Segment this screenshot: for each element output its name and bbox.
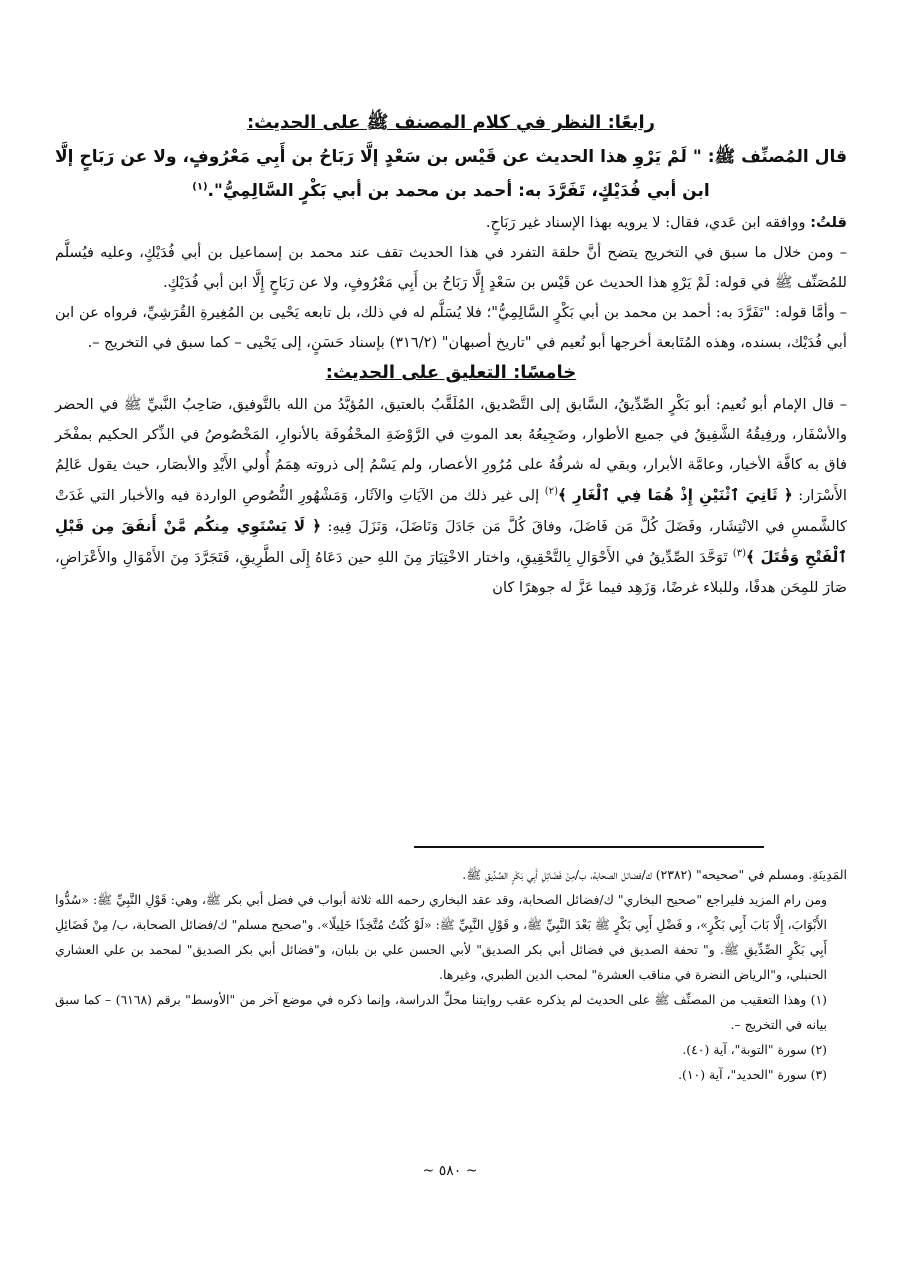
section-heading-4: رابعًا: النظر في كلام المصنف ﷺ على الحديث: bbox=[246, 112, 656, 133]
footnotes bbox=[55, 862, 847, 1087]
quran-verse-1: ﴿ ثَانِيَ ٱثْنَيْنِ إِذْ هُمَا فِي ٱلْغَارِ ﴾ bbox=[557, 486, 793, 504]
quran-verse-2: ﴿ لَا يَسْتَوِي مِنكُم مَّنْ أَنفَقَ مِن قَبْلِ ٱلْفَتْحِ وَقَٰتَلَ ﴾ bbox=[55, 517, 847, 566]
footnote-2: (٢) سورة "التوبة"، آية (٤٠). bbox=[682, 1042, 827, 1057]
paragraph-4-part-1: – قال الإمام أبو نُعيم: أبو بَكْرٍ الصِّدِّيقُ، السَّابق إلى التَّصْديق، المُلَقَّبُ بالعتيق، المُؤيَّدُ من الله بالتَّوفيق، صَاحِبُ النَّبيِّ ﷺ في الحضر والأسْفَار، ورفِيقُهُ الشَّفِيقُ في جميع الأطوار، وضَجِيعُهُ بعد الموتِ في الرَّوْضَةِ المحْفُوفَة بالأنوارِ، المَخْصُوصُ في الذِّكر الحكيم بمفْخَر فاق به كافَّة الأخيار، وعامَّة الأبرار، وبقي له شرفُهُ على مُرُورِ الأعصار، ولم يَسْمُ إلى ذروته هِمَمُ أُولي الأَيْدِ والأبصَار، حيث يقول عَالِمُ الأَسْرَار: bbox=[55, 396, 847, 504]
paragraph-4-part-3: تَوَحَّدَ الصِّدِّيقُ في الأَحْوَالِ بِالتَّحْقِيقِ، واختار الاخْتِيَارَ مِنَ اللهِ حين دَعَاهُ إِلَى الطَّرِيقِ، فَتَجَرَّدَ مِنَ الأَمْوَالِ والأَعْرَاضِ، صَارَ للمِحَن هدفًا، وللبلاء غرضًا، وَزَهِد فيما عَزَّ له جوهرًا كان bbox=[55, 549, 847, 596]
paragraph-4-part-2: إلى غير ذلك من الآيَاتِ والآثَار، وَمَشْهُورِ النُّصُوصِ الواردة فيه والأخبار التي غَدَتْ كالشَّمسِ في الانْتِشَار، وفَضَلَ كُلَّ مَن فَاضَلَ، وفاقَ كُلَّ مَن جَادَلَ وَنَاضَلَ، وَنَزَلَ فِيهِ: bbox=[55, 487, 847, 535]
page-body bbox=[55, 108, 847, 603]
section-heading-5: خامسًا: التعليق على الحديث: bbox=[325, 362, 577, 383]
paragraph-1 bbox=[55, 208, 847, 238]
footnote-further-reading: ومن رام المزيد فليراجع "صحيح البخاري" ك/فضائل الصحابة، وقد عقد البخاري رحمه الله ثلاثة أبواب في فضل أبي بكر ﷺ، وهي: قَوْلِ النَّبِيِّ ﷺ: «سُدُّوا الأَبْوَابَ، إِلَّا بَابَ أَبِي بَكْرٍ»، و فَضْلِ أَبِي بَكْرٍ ﷺ بَعْدَ النَّبِيِّ ﷺ، و قَوْلِ النَّبِيِّ ﷺ: «لَوْ كُنْتُ مُتَّخِذًا خَلِيلًا». و"صحيح مسلم" ك/فضائل الصحابة، ب/ مِنْ فَضَائِلِ أَبِي بَكْرٍ الصِّدِّيقِ ﷺ. و" تحفة الصديق في فضائل أبي بكر الصديق" لأبي الحسن علي بن بلبان، و"فضائل أبي بكر الصديق" لمحمد بن علي العشاري الحنبلي، و"الرياض النضرة في مناقب العشرة" لمحب الدين الطبري، وغيرها. bbox=[55, 892, 827, 982]
paragraph-3: – وأمَّا قوله: "تَفَرَّدَ به: أحمد بن محمد بن أبي بَكْرٍ السَّالِمِيُّ"؛ فلا يُسَلَّم له في ذلك، بل تابعه يَحْيى بن المُغِيرةِ القُرَشِيِّ، فرواه عن ابن أبي فُدَيْك، بسنده، وهذه المُتَابعة أخرجها أبو نُعيم في "تاريخ أصبهان" (٣١٦/٢) بإسناد حَسَنٍ، إلى يَحْيى – كما سبق في التخريج –. bbox=[55, 304, 847, 351]
quote-line-1: قال المُصنِّف ﷺ: " لَمْ يَرْوِ هذا الحديث عن قَيْس بن سَعْدٍ إلَّا رَبَاحُ بن أَبِي مَعْرُوفٍ، ولا عن bbox=[120, 147, 847, 167]
page-number: ~ ٥٨٠ ~ bbox=[422, 1163, 478, 1179]
footnote-continued: المَدِينَةِ. ومسلم في "صحيحه" (٢٣٨٢) ك/فضائل الصحابة، ب/مِنْ فَضَائِلِ أَبِي بَكْرٍ الصِّدِّيقِ ﷺ. bbox=[462, 867, 847, 882]
footnote-ref-1: (١) bbox=[192, 181, 208, 193]
paragraph-1-label: قلتُ: bbox=[810, 214, 847, 231]
paragraph-2: – ومن خلال ما سبق في التخريج يتضح أنَّ حلقة التفرد في هذا الحديث تقف عند محمد بن إسماعيل بن أبي فُدَيْكٍ، وعليه فيُسلَّم للمُصَنِّف ﷺ في قوله: لَمْ يَرْوِ هذا الحديث عن قَيْس بن سَعْدٍ إِلَّا رَبَاحُ بن أَبِي مَعْرُوفٍ، ولا عن رَبَاحٍ إِلَّا ابن أبي فُدَيْكٍ. bbox=[55, 244, 847, 291]
author-quote bbox=[55, 140, 847, 208]
quote-line-2: رَبَاحٍ إلَّا ابن أبي فُدَيْكٍ، تَفَرَّدَ به: أحمد بن محمد بن أبي بَكْرٍ السَّالِمِيُّ". bbox=[55, 147, 710, 201]
paragraph-4 bbox=[55, 390, 847, 603]
footnote-divider bbox=[414, 846, 764, 848]
footnote-1: (١) وهذا التعقيب من المصنِّف ﷺ على الحديث لم يذكره عقب روايتنا محلِّ الدراسة، وإنما ذكره في موضع آخر من "الأوسط" برقم (٦١٦٨) – كما سبق بيانه في التخريج –. bbox=[55, 992, 827, 1032]
footnote-ref-2: (٢) bbox=[544, 486, 558, 498]
footnote-3: (٣) سورة "الحديد"، آية (١٠). bbox=[678, 1067, 827, 1082]
footnote-ref-3: (٣) bbox=[732, 548, 746, 560]
paragraph-1-text: ووافقه ابن عَدي، فقال: لا يرويه بهذا الإسناد غير رَبَاحٍ. bbox=[485, 214, 811, 231]
